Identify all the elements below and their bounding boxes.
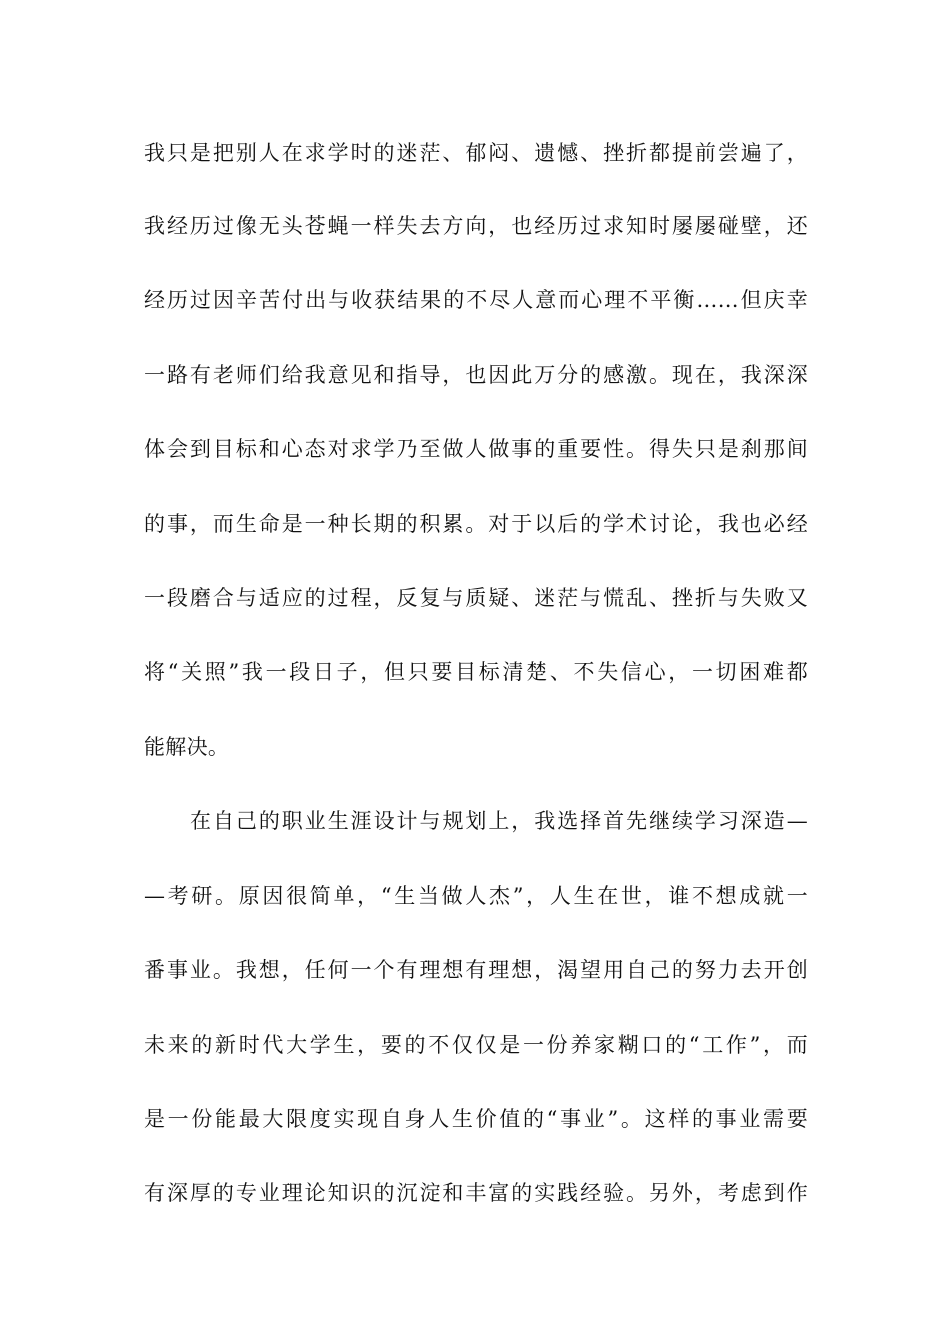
text-line: 我经历过像无头苍蝇一样失去方向，也经历过求知时屡屡碰壁，还 bbox=[144, 214, 808, 238]
text-line: 经历过因辛苦付出与收获结果的不尽人意而心理不平衡……但庆幸 bbox=[144, 288, 808, 312]
text-line: 一段磨合与适应的过程，反复与质疑、迷茫与慌乱、挫折与失败又 bbox=[144, 586, 808, 610]
text-line: 在自己的职业生涯设计与规划上，我选择首先继续学习深造— bbox=[190, 809, 808, 833]
text-line: 能解决。 bbox=[144, 735, 230, 759]
text-line: 有深厚的专业理论知识的沉淀和丰富的实践经验。另外，考虑到作 bbox=[144, 1181, 808, 1205]
text-line: 将“关照”我一段日子，但只要目标清楚、不失信心，一切困难都 bbox=[144, 660, 808, 684]
text-line: 我只是把别人在求学时的迷茫、郁闷、遗憾、挫折都提前尝遍了， bbox=[144, 141, 808, 165]
text-line: 体会到目标和心态对求学乃至做人做事的重要性。得失只是刹那间 bbox=[144, 437, 808, 461]
text-line: 未来的新时代大学生，要的不仅仅是一份养家糊口的“工作”，而 bbox=[144, 1033, 808, 1057]
text-line: —考研。原因很简单，“生当做人杰”，人生在世，谁不想成就一 bbox=[144, 884, 808, 908]
text-line: 的事，而生命是一种长期的积累。对于以后的学术讨论，我也必经 bbox=[144, 512, 808, 536]
text-line: 一路有老师们给我意见和指导，也因此万分的感激。现在，我深深 bbox=[144, 363, 808, 387]
text-line: 番事业。我想，任何一个有理想有理想，渴望用自己的努力去开创 bbox=[144, 958, 808, 982]
text-line: 是一份能最大限度实现自身人生价值的“事业”。这样的事业需要 bbox=[144, 1107, 808, 1131]
